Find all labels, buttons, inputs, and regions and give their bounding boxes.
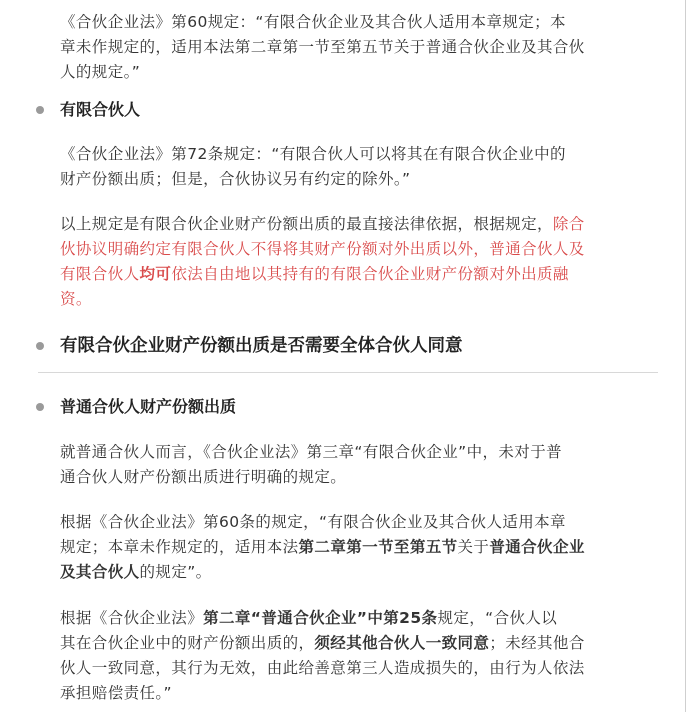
section-divider (38, 372, 658, 373)
heading-consent-question: 有限合伙企业财产份额出质是否需要全体合伙人同意 (60, 333, 660, 359)
paragraph-article-25: 根据《合伙企业法》第二章“普通合伙企业”中第25条规定，“合伙人以 其在合伙企业中的财产份额出质的，须经其他合伙人一致同意；未经其他合 伙人一致同意，其行为无效，由此给善意第三人造成损失的，由行为人依法 承担赔偿责任。” (60, 609, 585, 702)
bullet-dot-icon (36, 106, 44, 114)
paragraph-article-60: 《合伙企业法》第60规定：“有限合伙企业及其合伙人适用本章规定；本 章未作规定的，适用本法第二章第一节至第五节关于普通合伙企业及其合伙 人的规定。” (60, 13, 585, 81)
bullet-dot-icon (36, 342, 44, 350)
paragraph-legal-basis: 以上规定是有限合伙企业财产份额出质的最直接法律依据，根据规定，除合 伙协议明确约定有限合伙人不得将其财产份额对外出质以外，普通合伙人及 有限合伙人均可依法自由地以其持有的有限合伙企业财产份额对外出质融 资。 (60, 215, 585, 308)
heading-limited-partner: 有限合伙人 (60, 98, 660, 122)
paragraph-article-60-rule: 根据《合伙企业法》第60条的规定，“有限合伙企业及其合伙人适用本章 规定；本章未作规定的，适用本法第二章第一节至第五节关于普通合伙企业 及其合伙人的规定”。 (60, 513, 585, 581)
bullet-dot-icon (36, 403, 44, 411)
paragraph-general-partner: 就普通合伙人而言，《合伙企业法》第三章“有限合伙企业”中，未对于普 通合伙人财产份额出质进行明确的规定。 (60, 443, 563, 486)
paragraph-article-72: 《合伙企业法》第72条规定：“有限合伙人可以将其在有限合伙企业中的 财产份额出质；但是，合伙协议另有约定的除外。” (60, 145, 566, 188)
heading-general-partner: 普通合伙人财产份额出质 (60, 395, 660, 419)
